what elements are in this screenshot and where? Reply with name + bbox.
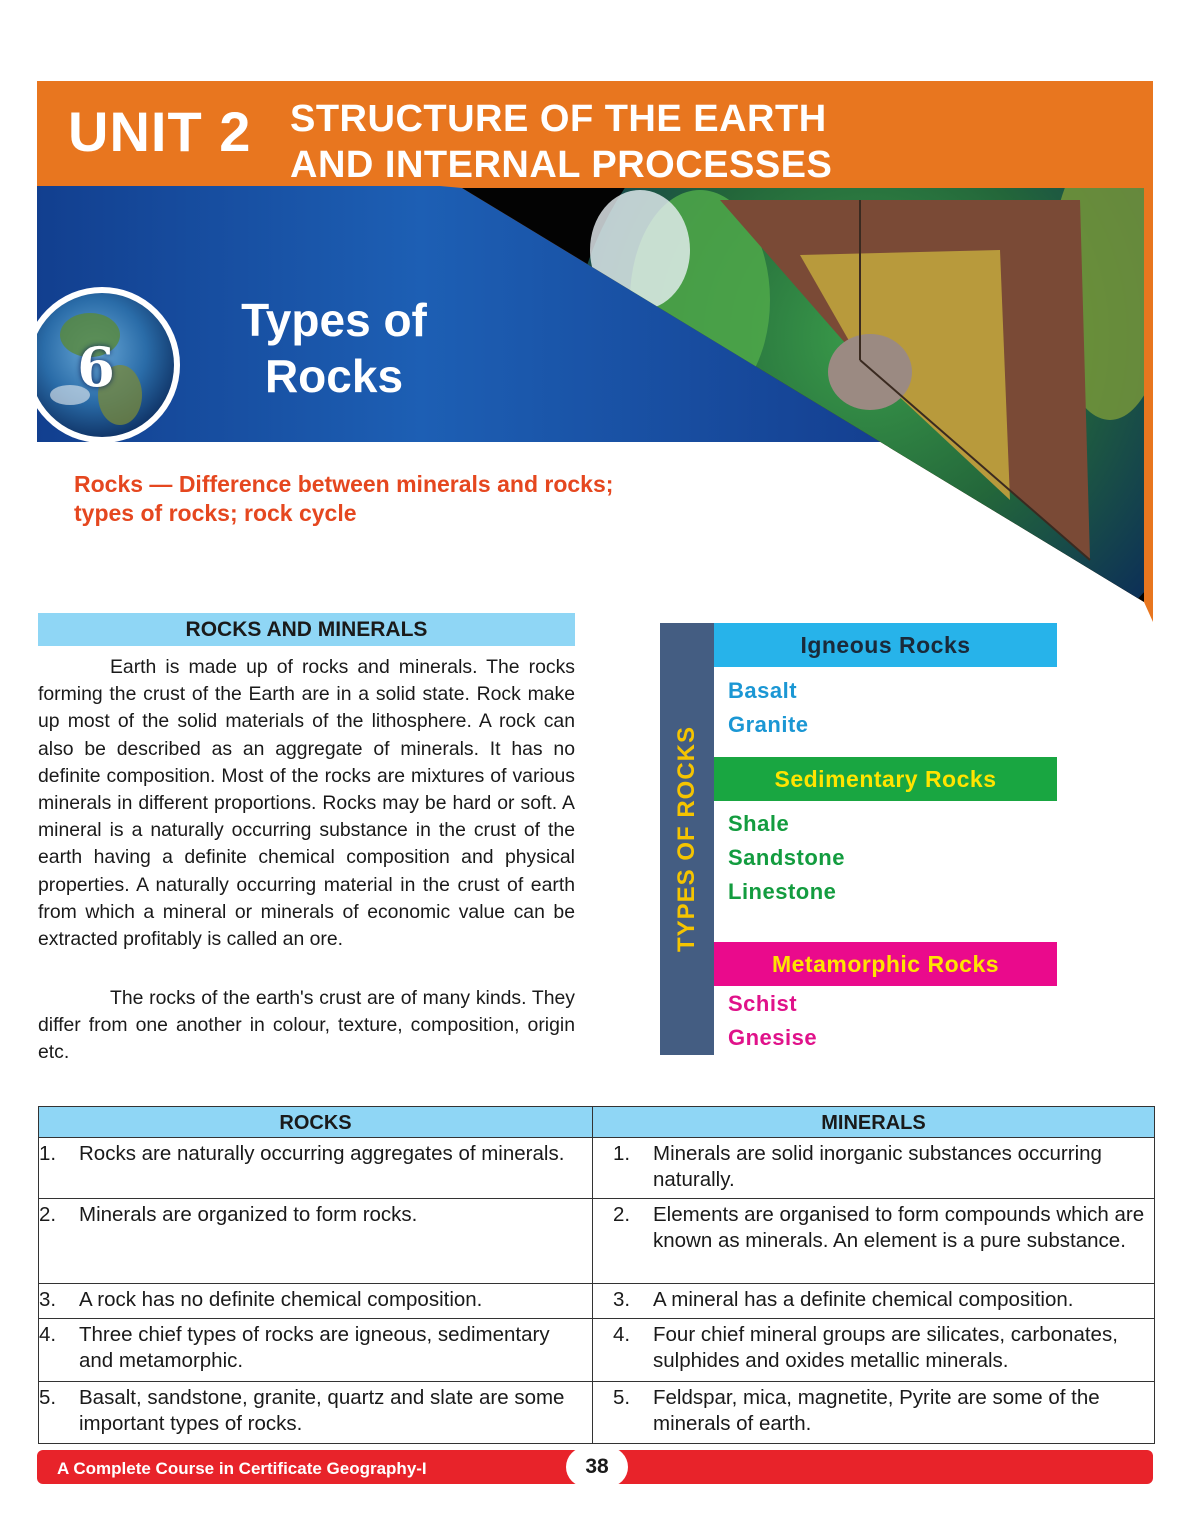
minerals-cell (593, 1382, 1155, 1444)
minerals-column-header: MINERALS (593, 1107, 1155, 1138)
rock-item: Shale (728, 811, 790, 836)
body-paragraph: Earth is made up of rocks and minerals. The rocks forming the crust of the Earth are in a solid state. Rock make up most of the solid materials of the lithosphere. A rock can also be described as an aggregate of minerals. It has no definite composition. Most of the rocks are mixtures of various minerals in different proportions. Rocks may be hard or soft. A mineral is a naturally occurring substance in the crust of the earth having a definite chemical composition and physical properties. A naturally occurring material in the crust of earth from which a mineral or minerals of economic value can be extracted profitably is called an ore. (38, 656, 575, 951)
rock-item: Gnesise (728, 1025, 818, 1050)
row-number: 2. (613, 1203, 631, 1226)
chapter-number: 6 (77, 335, 115, 399)
minerals-text: A mineral has a definite chemical composition. (653, 1288, 1074, 1311)
page-number: 38 (566, 1447, 628, 1487)
row-number: 4. (613, 1323, 631, 1346)
chapter-title-line-1: Types of (241, 294, 427, 346)
minerals-cell (593, 1284, 1155, 1319)
unit-label: UNIT 2 (68, 100, 252, 163)
row-number: 5. (39, 1386, 57, 1409)
unit-title (290, 96, 832, 188)
minerals-text: Elements are organised to form compounds which are known as minerals. An element is a pure substance. (653, 1203, 1145, 1252)
rocks-text: A rock has no definite chemical composition. (79, 1288, 483, 1311)
rock-item: Sandstone (728, 845, 845, 870)
section-heading: ROCKS AND MINERALS (38, 613, 575, 646)
unit-title-line-2: AND INTERNAL PROCESSES (290, 144, 833, 186)
rocks-cell (39, 1199, 593, 1284)
minerals-text: Feldspar, mica, magnetite, Pyrite are some of the minerals of earth. (653, 1386, 1100, 1435)
rocks-text: Minerals are organized to form rocks. (79, 1203, 418, 1226)
rocks-cell (39, 1382, 593, 1444)
table-row (39, 1199, 1155, 1284)
rock-item: Granite (728, 712, 809, 737)
table-row (39, 1284, 1155, 1319)
rock-item: Basalt (728, 678, 798, 703)
rocks-text: Rocks are naturally occurring aggregates of minerals. (79, 1142, 565, 1165)
row-number: 1. (613, 1142, 631, 1165)
types-of-rocks-label: TYPES OF ROCKS (673, 725, 700, 953)
syllabus-line-2: types of rocks; rock cycle (74, 500, 357, 526)
table-header-row (39, 1107, 1155, 1138)
row-number: 3. (613, 1288, 631, 1311)
rocks-text: Basalt, sandstone, granite, quartz and slate are some important types of rocks. (79, 1386, 565, 1435)
minerals-text: Minerals are solid inorganic substances occurring naturally. (653, 1142, 1102, 1191)
minerals-cell (593, 1138, 1155, 1199)
syllabus-line-1: Rocks — Difference between minerals and rocks; (74, 471, 614, 497)
rock-item: Linestone (728, 879, 837, 904)
row-number: 5. (613, 1386, 631, 1409)
table-row (39, 1138, 1155, 1199)
row-number: 3. (39, 1288, 57, 1311)
minerals-text: Four chief mineral groups are silicates, carbonates, sulphides and oxides metallic minerals. (653, 1323, 1118, 1372)
row-number: 1. (39, 1142, 57, 1165)
rocks-column-header: ROCKS (39, 1107, 593, 1138)
row-number: 2. (39, 1203, 57, 1226)
rocks-vs-minerals-table (38, 1106, 1155, 1444)
row-number: 4. (39, 1323, 57, 1346)
metamorphic-rocks-heading: Metamorphic Rocks (714, 942, 1057, 986)
chapter-title-line-2: Rocks (264, 350, 404, 402)
book-title: A Complete Course in Certificate Geography-I (57, 1459, 427, 1478)
minerals-cell (593, 1199, 1155, 1284)
unit-title-line-1: STRUCTURE OF THE EARTH (290, 98, 827, 140)
igneous-rocks-heading: Igneous Rocks (714, 623, 1057, 667)
body-paragraph: The rocks of the earth's crust are of many kinds. They differ from one another in colour, texture, composition, origin etc. (38, 987, 575, 1064)
table-row (39, 1382, 1155, 1444)
sedimentary-rocks-heading: Sedimentary Rocks (714, 757, 1057, 801)
minerals-cell (593, 1319, 1155, 1382)
rocks-cell (39, 1138, 593, 1199)
rocks-cell (39, 1319, 593, 1382)
rocks-cell (39, 1284, 593, 1319)
table-row (39, 1319, 1155, 1382)
rock-item: Schist (728, 991, 798, 1016)
syllabus-summary (74, 470, 613, 528)
rocks-text: Three chief types of rocks are igneous, sedimentary and metamorphic. (79, 1323, 550, 1372)
chapter-title (200, 292, 468, 404)
